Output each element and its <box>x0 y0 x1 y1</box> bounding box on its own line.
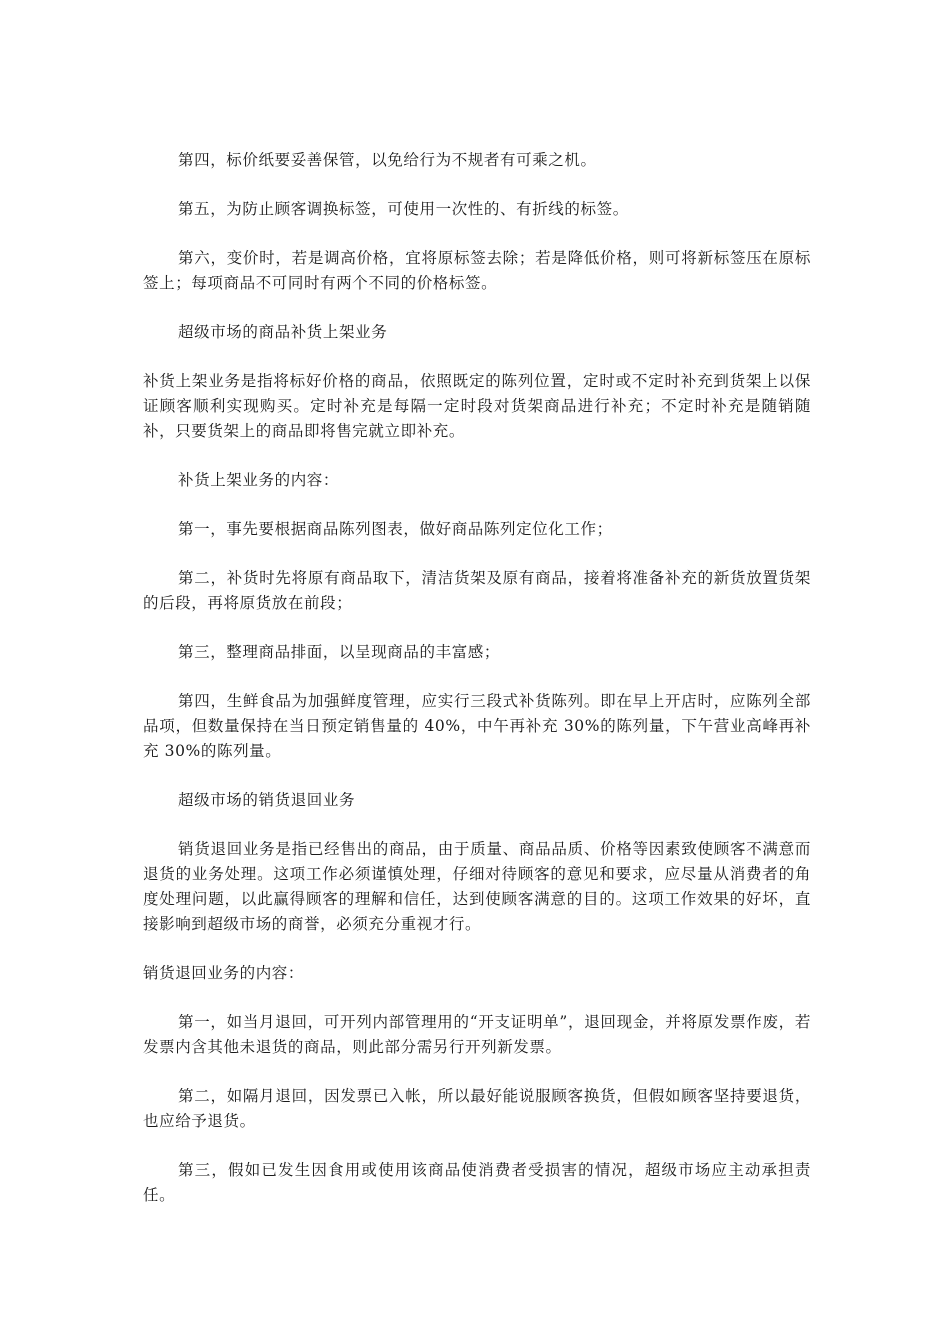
paragraph-price-change: 第六，变价时，若是调高价格，宜将原标签去除；若是降低价格，则可将新标签压在原标签上；每项商品不可同时有两个不同的价格标签。 <box>143 249 811 292</box>
paragraph-restocking-step-4: 第四，生鲜食品为加强鲜度管理，应实行三段式补货陈列。即在早上开店时，应陈列全部品项，但数量保持在当日预定销售量的 40%，中午再补充 30%的陈列量，下午营业高峰再补充 30%的陈列量。 <box>143 692 811 760</box>
paragraph-disposable-tags: 第五，为防止顾客调换标签，可使用一次性的、有折线的标签。 <box>178 200 629 218</box>
paragraph-restocking-definition: 补货上架业务是指将标好价格的商品，依照既定的陈列位置，定时或不定时补充到货架上以保证顾客顺利实现购买。定时补充是每隔一定时段对货架商品进行补充；不定时补充是随销随补，只要货架上的商品即将售完就立即补充。 <box>143 372 811 440</box>
paragraph-returns-definition: 销货退回业务是指已经售出的商品，由于质量、商品品质、价格等因素致使顾客不满意而退货的业务处理。这项工作必须谨慎处理，仔细对待顾客的意见和要求，应尽量从消费者的角度处理问题，以此赢得顾客的理解和信任，达到使顾客满意的目的。这项工作效果的好坏，直接影响到超级市场的商誉，必须充分重视才行。 <box>143 840 811 933</box>
paragraph-returns-step-1: 第一，如当月退回，可开列内部管理用的“开支证明单”，退回现金，并将原发票作废，若发票内含其他未退货的商品，则此部分需另行开列新发票。 <box>143 1013 811 1056</box>
paragraph-returns-contents-label: 销货退回业务的内容： <box>143 964 305 982</box>
paragraph-restocking-step-1: 第一，事先要根据商品陈列图表，做好商品陈列定位化工作； <box>178 520 613 538</box>
paragraph-restocking-contents-label: 补货上架业务的内容： <box>178 471 340 489</box>
paragraph-restocking-step-3: 第三，整理商品排面，以呈现商品的丰富感； <box>178 643 501 661</box>
paragraph-restocking-step-2: 第二，补货时先将原有商品取下，清洁货架及原有商品，接着将准备补充的新货放置货架的后段，再将原货放在前段； <box>143 569 811 612</box>
paragraph-returns-step-3: 第三，假如已发生因食用或使用该商品使消费者受损害的情况，超级市场应主动承担责任。 <box>143 1161 811 1204</box>
paragraph-price-tag-storage: 第四，标价纸要妥善保管，以免给行为不规者有可乘之机。 <box>178 151 597 169</box>
section-heading-returns: 超级市场的销货退回业务 <box>178 791 356 809</box>
document-body <box>143 148 811 1232</box>
paragraph-returns-step-2: 第二，如隔月退回，因发票已入帐，所以最好能说服顾客换货，但假如顾客坚持要退货，也应给予退货。 <box>143 1087 811 1130</box>
section-heading-restocking: 超级市场的商品补货上架业务 <box>178 323 388 341</box>
